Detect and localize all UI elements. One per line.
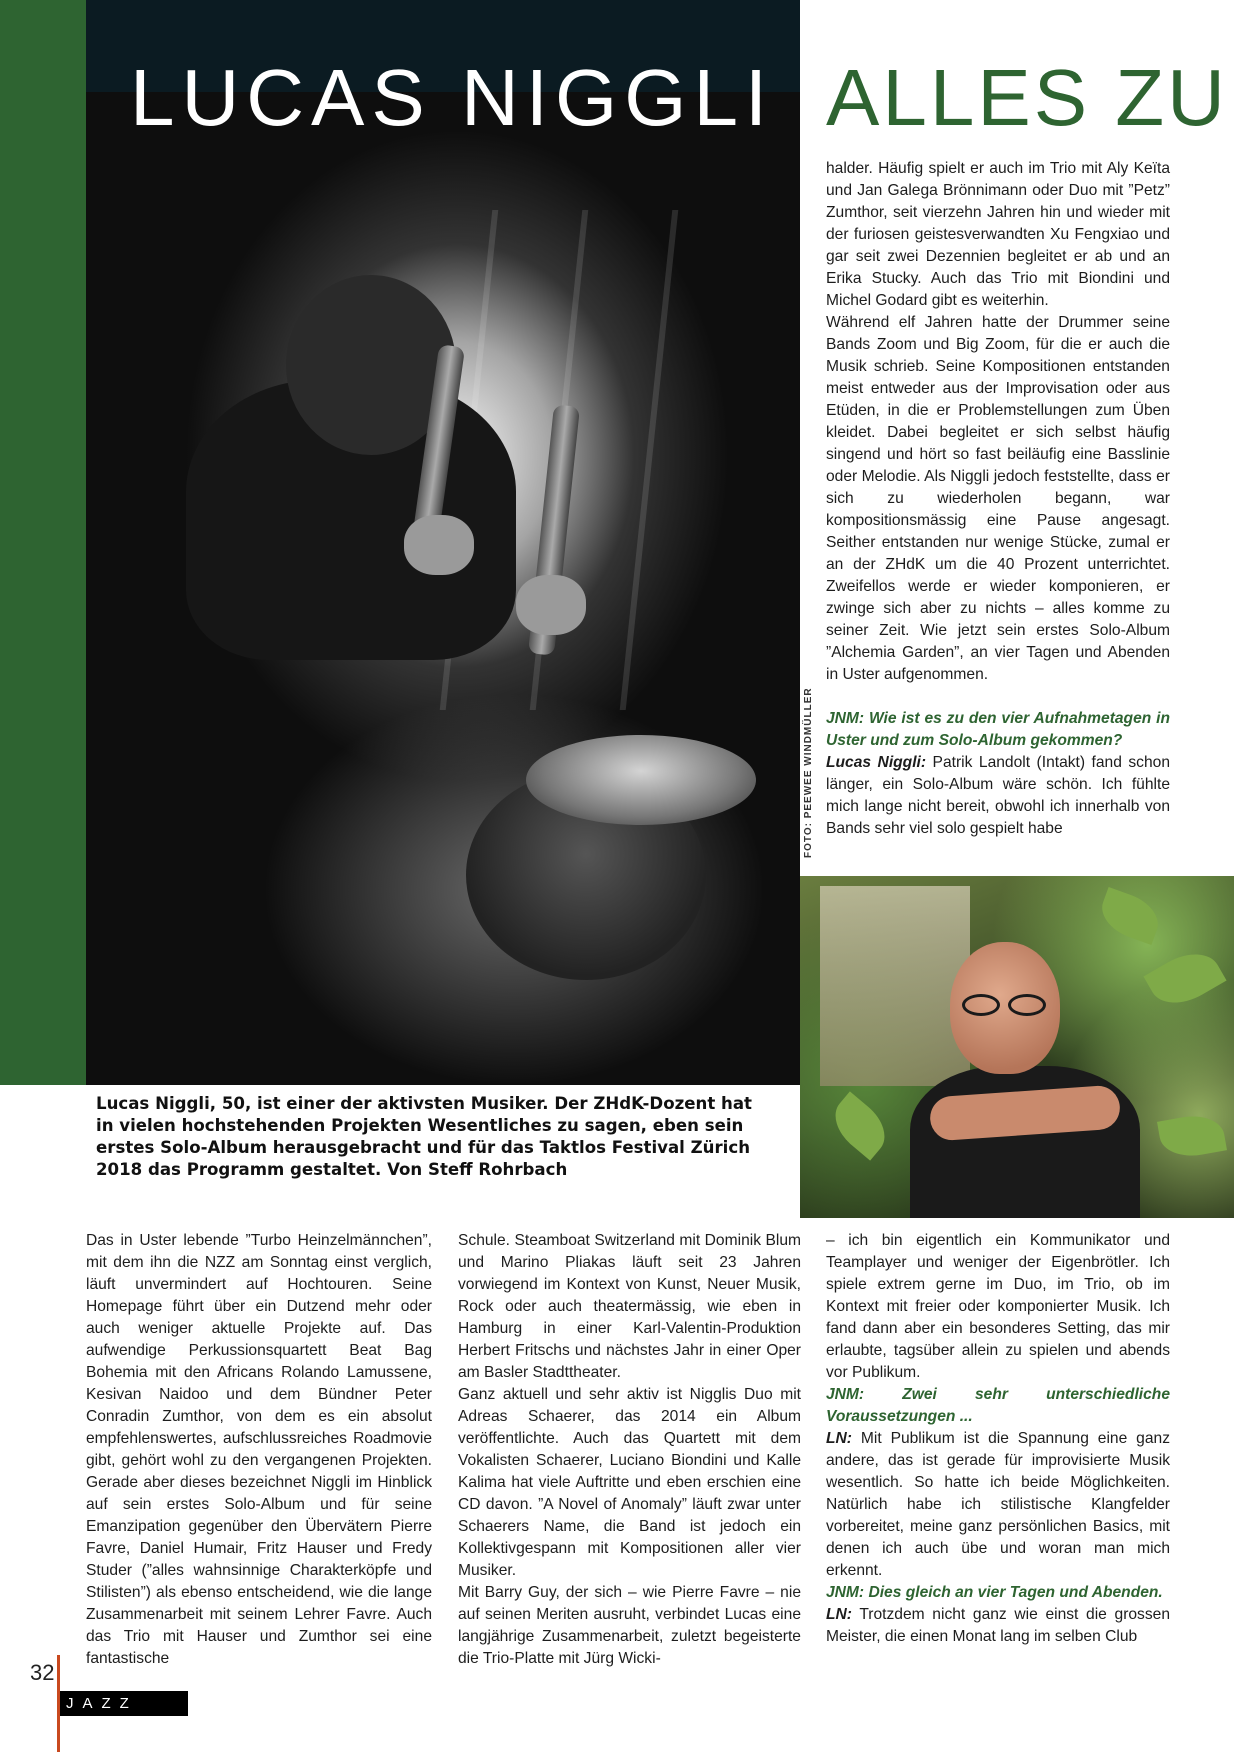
section-label: JAZZ (60, 1691, 188, 1716)
article-column-3 (826, 1230, 1170, 1648)
interview-answer (826, 1428, 1170, 1582)
photo-credit: FOTO: PEEWEE WINDMÜLLER (803, 687, 814, 858)
interview-question: JNM: Wie ist es zu den vier Aufnahmetagen in Uster und zum Solo-Album gekommen? (826, 710, 1170, 749)
title-headline: ALLES ZU (826, 53, 1228, 142)
portrait-photo (800, 876, 1234, 1218)
drummer-hand (516, 575, 586, 635)
paragraph: Mit Barry Guy, der sich – wie Pierre Favre – nie auf seinen Meriten ausruht, verbindet Lucas eine langjährige Zusammenarbeit, zuletzt begeisterte die Trio-Platte mit Jürg Wicki- (458, 1584, 801, 1667)
glasses-icon (958, 994, 1050, 1016)
paragraph: Während elf Jahren hatte der Drummer seine Bands Zoom und Big Zoom, für die er auch die Musik schrieb. Seine Kompositionen entstanden meist entweder aus der Improvisation oder aus Etüden, in die er Problemstellungen zum Üben kleidet. Dabei begleitet er sich selbst häufig singend und hört so fast beiläufig eine Basslinie oder Melodie. Als Niggli jedoch feststellte, dass er sich zu wiederholen begann, war kompositionsmässig eine Pause angesagt. Seither entstanden nur wenige Stücke, zumal er an der ZHdK um die 40 Prozent unterrichtet. Zweifellos werde er wieder komponieren, er zwinge sich aber zu nichts – alles komme zu seiner Zeit. Wie jetzt sein erstes Solo-Album ”Alchemia Garden”, an vier Tagen und Abenden in Uster aufgenommen. (826, 314, 1170, 683)
interview-question: JNM: Dies gleich an vier Tagen und Abenden. (826, 1584, 1163, 1601)
paragraph: – ich bin eigentlich ein Kommunikator und Teamplayer und weniger der Eigenbrötler. Ich spiele extrem gerne im Duo, im Trio, ob im Kontext mit freier oder komponierter Musik. Ich fand dann aber ein besonderes Setting, das mir erlaubte, tagsüber allein zu spielen und abends vor Publikum. (826, 1232, 1170, 1381)
article-column-1 (86, 1230, 432, 1670)
title-name: LUCAS NIGGLI (130, 53, 775, 142)
article-column-2 (458, 1230, 801, 1670)
page-number: 32 (30, 1660, 55, 1685)
interview-question: JNM: Zwei sehr unterschiedliche Voraussetzungen ... (826, 1386, 1170, 1425)
leaf (1157, 1111, 1227, 1162)
leaf (824, 1091, 896, 1160)
speaker-label: LN: (826, 1606, 852, 1623)
interview-answer (826, 752, 1170, 840)
paragraph: Ganz aktuell und sehr aktiv ist Nigglis Duo mit Adreas Schaerer, das 2014 ein Album veröffentlichte. Auch das Quartett mit dem Vokalisten Schaerer, Luciano Biondini und Kalle Kalima hat viele Auftritte und eben erschien eine CD davon. ”A Novel of Anomaly” läuft zwar unter Schaerers Name, die Band ist jedoch ein Kollektivgespann mit Kompositionen aller vier Musiker. (458, 1386, 801, 1579)
paragraph: halder. Häufig spielt er auch im Trio mit Aly Keïta und Jan Galega Brönnimann oder Duo mit ”Petz” Zumthor, seit vierzehn Jahren hin und wieder mit der furiosen geistesverwandten Xu Fengxiao und gar seit zwei Dezennien begleitet er ab und an Erika Stucky. Auch das Trio mit Biondini und Michel Godard gibt es weiterhin. (826, 160, 1170, 309)
interview-answer (826, 1604, 1170, 1648)
leaf (1143, 942, 1226, 1016)
drummer-photo (86, 0, 800, 1085)
answer-text: Patrik Landolt (Intakt) fand schon länger, ein Solo-Album wäre schön. Ich fühlte mich lange nicht bereit, obwohl ich innerhalb von Bands sehr viel solo gespielt habe (826, 754, 1170, 837)
paragraph: Das in Uster lebende ”Turbo Heinzelmännchen”, mit dem ihn die NZZ am Sonntag einst verglich, läuft unvermindert auf Hochtouren. Seine Homepage führt über ein Dutzend mehr oder auch weniger aktuelle Projekte auf. Das aufwendige Perkussionsquartett Beat Bag Bohemia mit den Africans Rolando Lamussene, Kesivan Naidoo und dem Bündner Peter Conradin Zumthor, von dem es ein absolut empfehlenswertes, aufschlussreiches Roadmovie gibt, gehört wohl zu den vergangenen Projekten. Gerade aber dieses bezeichnet Niggli im Hinblick auf sein erstes Solo-Album und für seine Emanzipation gegenüber den Übervätern Pierre Favre, Daniel Humair, Fritz Hauser und Fredy Studer (”alles wahnsinnige Charakterköpfe und Stilisten”) als ebenso entscheidend, wie die lange Zusammenarbeit mit seinem Lehrer Favre. Auch das Trio mit Hauser und Zumthor sei eine fantastische (86, 1232, 432, 1667)
green-side-bar (0, 0, 86, 1085)
article-lead: Lucas Niggli, 50, ist einer der aktivsten Musiker. Der ZHdK-Dozent hat in vielen hochstehenden Projekten Wesentliches zu sagen, eben sein erstes Solo-Album herausgebracht und für das Taktlos Festival Zürich 2018 das Programm gestaltet. Von Steff Rohrbach (96, 1094, 752, 1179)
speaker-label: Lucas Niggli: (826, 754, 927, 771)
speaker-label: LN: (826, 1430, 852, 1447)
leaf (1095, 887, 1165, 945)
cymbal (526, 735, 756, 825)
curtain-fold (620, 210, 679, 710)
paragraph: Schule. Steamboat Switzerland mit Dominik Blum und Marino Pliakas läuft seit 23 Jahren vorwiegend im Kontext von Kunst, Neuer Musik, Rock oder auch theatermässig, wie eben in Hamburg in einer Karl-Valentin-Produktion Herbert Fritschs und nächstes Jahr in einer Oper am Basler Stadttheater. (458, 1232, 801, 1381)
drummer-hand (404, 515, 474, 575)
answer-text: Trotzdem nicht ganz wie einst die grossen Meister, die einen Monat lang im selben Club (826, 1606, 1170, 1645)
background-window (820, 886, 970, 1086)
article-column-right-top (826, 158, 1170, 840)
answer-text: Mit Publikum ist die Spannung eine ganz andere, das ist gerade für improvisierte Musik wesentlich. So hatte ich beide Möglichkeiten. Natürlich habe ich stilistische Klangfelder vorbereitet, meine ganz persönlichen Basics, mit denen ich auch übe und woran man mich erkennt. (826, 1430, 1170, 1579)
